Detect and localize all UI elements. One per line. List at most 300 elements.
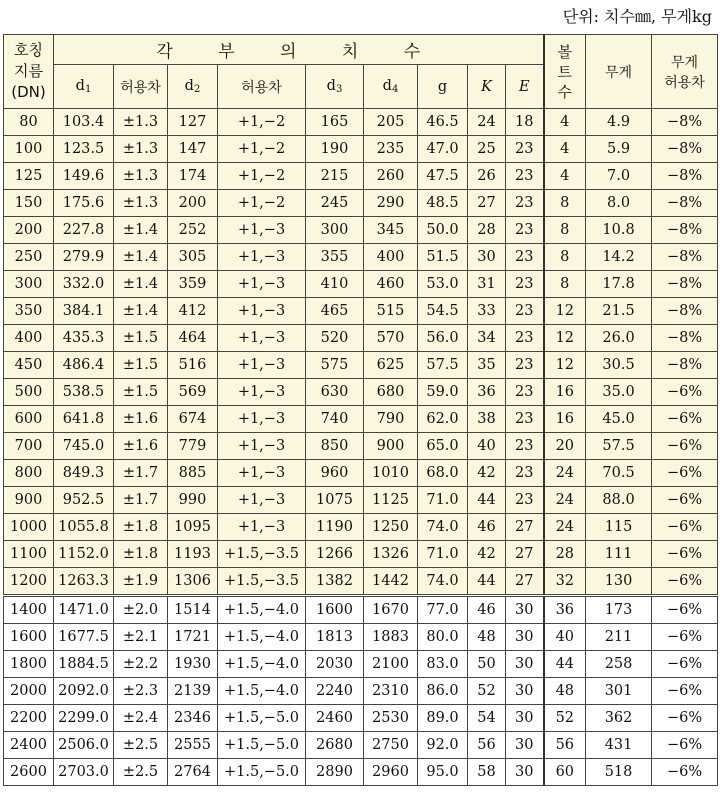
cell-tol1: ±2.0 <box>114 596 168 624</box>
cell-e: 30 <box>506 678 544 705</box>
cell-weight: 362 <box>586 705 652 732</box>
cell-tol2: +1.5,−4.0 <box>218 624 306 651</box>
cell-bolts: 4 <box>544 163 586 190</box>
table-row <box>4 109 718 136</box>
table-row <box>4 487 718 514</box>
header-weight-tolerance-line2: 허용차 <box>664 74 705 91</box>
cell-tol1: ±1.4 <box>114 271 168 298</box>
cell-tol2: +1,−2 <box>218 190 306 217</box>
cell-d2: 1193 <box>168 541 218 568</box>
cell-bolts: 40 <box>544 624 586 651</box>
cell-g: 56.0 <box>418 325 468 352</box>
cell-d4: 790 <box>364 406 418 433</box>
cell-tol1: ±1.5 <box>114 325 168 352</box>
cell-d3: 1075 <box>306 487 364 514</box>
cell-tol2: +1,−3 <box>218 487 306 514</box>
cell-weight-tol: −6% <box>652 568 718 596</box>
cell-tol1: ±1.6 <box>114 406 168 433</box>
cell-d3: 630 <box>306 379 364 406</box>
cell-d2: 516 <box>168 352 218 379</box>
cell-weight-tol: −8% <box>652 190 718 217</box>
cell-d4: 1326 <box>364 541 418 568</box>
cell-e: 23 <box>506 190 544 217</box>
cell-d4: 400 <box>364 244 418 271</box>
cell-d2: 1095 <box>168 514 218 541</box>
cell-d4: 625 <box>364 352 418 379</box>
cell-e: 30 <box>506 732 544 759</box>
header-d3: $d_3$ <box>306 65 364 109</box>
cell-e: 23 <box>506 217 544 244</box>
cell-bolts: 32 <box>544 568 586 596</box>
cell-d4: 570 <box>364 325 418 352</box>
cell-weight: 115 <box>586 514 652 541</box>
header-bolt-line1: 볼 <box>557 42 573 61</box>
cell-d1: 1677.5 <box>54 624 114 651</box>
cell-d3: 2680 <box>306 732 364 759</box>
cell-d2: 174 <box>168 163 218 190</box>
cell-dn: 700 <box>4 433 54 460</box>
cell-g: 77.0 <box>418 596 468 624</box>
cell-d2: 569 <box>168 379 218 406</box>
table-row <box>4 678 718 705</box>
cell-weight-tol: −6% <box>652 678 718 705</box>
cell-tol1: ±2.5 <box>114 732 168 759</box>
cell-d2: 990 <box>168 487 218 514</box>
cell-d3: 2460 <box>306 705 364 732</box>
cell-g: 86.0 <box>418 678 468 705</box>
cell-d3: 2890 <box>306 759 364 786</box>
cell-weight: 518 <box>586 759 652 786</box>
cell-k: 36 <box>468 379 506 406</box>
header-tol1: 허용차 <box>114 65 168 109</box>
header-group-title: 각 부 의 치 수 <box>54 35 544 65</box>
cell-weight: 111 <box>586 541 652 568</box>
cell-d2: 885 <box>168 460 218 487</box>
cell-k: 54 <box>468 705 506 732</box>
header-dn-line1: 호칭 <box>14 41 43 59</box>
table-row <box>4 596 718 624</box>
cell-tol2: +1,−2 <box>218 163 306 190</box>
cell-d1: 486.4 <box>54 352 114 379</box>
cell-bolts: 8 <box>544 271 586 298</box>
cell-d3: 1266 <box>306 541 364 568</box>
cell-tol2: +1,−3 <box>218 217 306 244</box>
cell-tol1: ±1.9 <box>114 568 168 596</box>
cell-g: 62.0 <box>418 406 468 433</box>
cell-g: 47.5 <box>418 163 468 190</box>
cell-weight: 258 <box>586 651 652 678</box>
table-row <box>4 136 718 163</box>
cell-bolts: 48 <box>544 678 586 705</box>
cell-weight: 10.8 <box>586 217 652 244</box>
cell-bolts: 36 <box>544 596 586 624</box>
cell-e: 23 <box>506 163 544 190</box>
cell-weight-tol: −6% <box>652 379 718 406</box>
cell-weight-tol: −6% <box>652 514 718 541</box>
cell-e: 23 <box>506 271 544 298</box>
cell-tol2: +1.5,−5.0 <box>218 705 306 732</box>
cell-d4: 2960 <box>364 759 418 786</box>
cell-d2: 674 <box>168 406 218 433</box>
cell-tol2: +1.5,−3.5 <box>218 568 306 596</box>
cell-weight-tol: −8% <box>652 136 718 163</box>
cell-g: 54.5 <box>418 298 468 325</box>
header-bolt-line3: 수 <box>557 82 573 101</box>
cell-d2: 200 <box>168 190 218 217</box>
table-row <box>4 541 718 568</box>
cell-tol2: +1,−3 <box>218 406 306 433</box>
table-row <box>4 759 718 786</box>
cell-weight: 173 <box>586 596 652 624</box>
cell-tol2: +1,−3 <box>218 379 306 406</box>
cell-e: 23 <box>506 298 544 325</box>
cell-d1: 435.3 <box>54 325 114 352</box>
cell-d1: 952.5 <box>54 487 114 514</box>
cell-tol2: +1.5,−4.0 <box>218 596 306 624</box>
cell-weight: 301 <box>586 678 652 705</box>
cell-k: 58 <box>468 759 506 786</box>
cell-k: 34 <box>468 325 506 352</box>
header-k: K <box>468 65 506 109</box>
cell-k: 46 <box>468 596 506 624</box>
header-g: g <box>418 65 468 109</box>
cell-tol1: ±1.5 <box>114 352 168 379</box>
cell-weight: 4.9 <box>586 109 652 136</box>
cell-weight-tol: −8% <box>652 271 718 298</box>
header-dn-line2: 지름 <box>14 62 43 80</box>
cell-dn: 1400 <box>4 596 54 624</box>
cell-g: 65.0 <box>418 433 468 460</box>
cell-tol2: +1,−3 <box>218 298 306 325</box>
cell-k: 44 <box>468 487 506 514</box>
cell-g: 57.5 <box>418 352 468 379</box>
cell-d3: 1813 <box>306 624 364 651</box>
cell-k: 27 <box>468 190 506 217</box>
cell-g: 59.0 <box>418 379 468 406</box>
cell-d4: 2100 <box>364 651 418 678</box>
cell-d4: 1442 <box>364 568 418 596</box>
table-row <box>4 568 718 596</box>
cell-g: 83.0 <box>418 651 468 678</box>
cell-weight: 14.2 <box>586 244 652 271</box>
cell-bolts: 24 <box>544 487 586 514</box>
cell-weight: 21.5 <box>586 298 652 325</box>
cell-tol2: +1,−3 <box>218 271 306 298</box>
cell-weight: 211 <box>586 624 652 651</box>
cell-d4: 1250 <box>364 514 418 541</box>
cell-d2: 2139 <box>168 678 218 705</box>
cell-d1: 641.8 <box>54 406 114 433</box>
cell-d4: 900 <box>364 433 418 460</box>
cell-d3: 2240 <box>306 678 364 705</box>
cell-d3: 245 <box>306 190 364 217</box>
table-row <box>4 732 718 759</box>
cell-tol1: ±1.7 <box>114 487 168 514</box>
cell-tol1: ±1.8 <box>114 514 168 541</box>
cell-d4: 460 <box>364 271 418 298</box>
cell-weight: 5.9 <box>586 136 652 163</box>
cell-weight: 35.0 <box>586 379 652 406</box>
cell-e: 23 <box>506 136 544 163</box>
cell-g: 71.0 <box>418 487 468 514</box>
cell-d1: 1471.0 <box>54 596 114 624</box>
cell-weight: 26.0 <box>586 325 652 352</box>
cell-tol1: ±2.2 <box>114 651 168 678</box>
cell-tol2: +1.5,−5.0 <box>218 759 306 786</box>
cell-d2: 2764 <box>168 759 218 786</box>
cell-tol2: +1,−3 <box>218 514 306 541</box>
cell-dn: 1100 <box>4 541 54 568</box>
cell-dn: 2000 <box>4 678 54 705</box>
cell-bolts: 4 <box>544 136 586 163</box>
cell-weight-tol: −6% <box>652 759 718 786</box>
cell-dn: 900 <box>4 487 54 514</box>
cell-d1: 745.0 <box>54 433 114 460</box>
table-row <box>4 244 718 271</box>
cell-e: 18 <box>506 109 544 136</box>
cell-tol2: +1,−3 <box>218 244 306 271</box>
cell-d3: 190 <box>306 136 364 163</box>
cell-tol1: ±1.3 <box>114 109 168 136</box>
cell-d2: 252 <box>168 217 218 244</box>
cell-tol2: +1.5,−4.0 <box>218 651 306 678</box>
table-row <box>4 460 718 487</box>
cell-g: 74.0 <box>418 514 468 541</box>
cell-k: 38 <box>468 406 506 433</box>
cell-g: 71.0 <box>418 541 468 568</box>
cell-tol1: ±1.3 <box>114 163 168 190</box>
cell-dn: 125 <box>4 163 54 190</box>
cell-d4: 680 <box>364 379 418 406</box>
cell-tol2: +1,−2 <box>218 136 306 163</box>
cell-d3: 300 <box>306 217 364 244</box>
cell-e: 23 <box>506 460 544 487</box>
cell-weight-tol: −8% <box>652 163 718 190</box>
cell-d4: 2310 <box>364 678 418 705</box>
cell-dn: 350 <box>4 298 54 325</box>
cell-d2: 412 <box>168 298 218 325</box>
cell-dn: 1000 <box>4 514 54 541</box>
cell-weight-tol: −6% <box>652 624 718 651</box>
cell-bolts: 16 <box>544 406 586 433</box>
cell-e: 23 <box>506 325 544 352</box>
cell-e: 30 <box>506 651 544 678</box>
cell-k: 31 <box>468 271 506 298</box>
cell-bolts: 8 <box>544 217 586 244</box>
cell-tol1: ±1.3 <box>114 136 168 163</box>
cell-bolts: 16 <box>544 379 586 406</box>
cell-d4: 1883 <box>364 624 418 651</box>
cell-g: 95.0 <box>418 759 468 786</box>
table-row <box>4 379 718 406</box>
cell-tol1: ±1.5 <box>114 379 168 406</box>
cell-e: 30 <box>506 705 544 732</box>
table-row <box>4 298 718 325</box>
cell-d1: 227.8 <box>54 217 114 244</box>
cell-e: 30 <box>506 759 544 786</box>
cell-e: 23 <box>506 487 544 514</box>
cell-d3: 2030 <box>306 651 364 678</box>
cell-tol2: +1.5,−5.0 <box>218 732 306 759</box>
cell-weight-tol: −6% <box>652 705 718 732</box>
cell-dn: 300 <box>4 271 54 298</box>
cell-d2: 1721 <box>168 624 218 651</box>
cell-dn: 500 <box>4 379 54 406</box>
cell-weight: 8.0 <box>586 190 652 217</box>
cell-g: 48.5 <box>418 190 468 217</box>
cell-bolts: 56 <box>544 732 586 759</box>
flange-dimension-table <box>3 34 718 786</box>
cell-dn: 2600 <box>4 759 54 786</box>
cell-g: 92.0 <box>418 732 468 759</box>
cell-bolts: 8 <box>544 190 586 217</box>
cell-bolts: 24 <box>544 460 586 487</box>
cell-d2: 2346 <box>168 705 218 732</box>
header-bolt-line2: 트 <box>557 62 573 81</box>
table-row <box>4 352 718 379</box>
cell-d1: 279.9 <box>54 244 114 271</box>
cell-g: 89.0 <box>418 705 468 732</box>
cell-tol1: ±2.3 <box>114 678 168 705</box>
cell-bolts: 52 <box>544 705 586 732</box>
cell-bolts: 44 <box>544 651 586 678</box>
header-bolt-count <box>544 35 586 109</box>
cell-k: 30 <box>468 244 506 271</box>
cell-dn: 200 <box>4 217 54 244</box>
cell-tol2: +1,−3 <box>218 433 306 460</box>
cell-dn: 1200 <box>4 568 54 596</box>
cell-d1: 1055.8 <box>54 514 114 541</box>
cell-bolts: 12 <box>544 325 586 352</box>
cell-tol1: ±1.4 <box>114 244 168 271</box>
cell-k: 33 <box>468 298 506 325</box>
cell-d3: 1382 <box>306 568 364 596</box>
cell-g: 74.0 <box>418 568 468 596</box>
cell-d2: 147 <box>168 136 218 163</box>
cell-dn: 80 <box>4 109 54 136</box>
header-d2: $d_2$ <box>168 65 218 109</box>
cell-weight-tol: −6% <box>652 596 718 624</box>
cell-k: 52 <box>468 678 506 705</box>
table-row <box>4 705 718 732</box>
cell-e: 23 <box>506 433 544 460</box>
header-e: E <box>506 65 544 109</box>
cell-bolts: 8 <box>544 244 586 271</box>
cell-e: 23 <box>506 379 544 406</box>
cell-k: 46 <box>468 514 506 541</box>
cell-weight: 17.8 <box>586 271 652 298</box>
cell-d3: 740 <box>306 406 364 433</box>
cell-d1: 1884.5 <box>54 651 114 678</box>
cell-weight-tol: −6% <box>652 541 718 568</box>
cell-tol1: ±1.8 <box>114 541 168 568</box>
cell-d2: 464 <box>168 325 218 352</box>
cell-d4: 345 <box>364 217 418 244</box>
cell-d4: 205 <box>364 109 418 136</box>
cell-tol1: ±2.1 <box>114 624 168 651</box>
cell-d2: 305 <box>168 244 218 271</box>
cell-weight-tol: −6% <box>652 460 718 487</box>
header-dn-line3: (DN) <box>11 83 46 101</box>
cell-e: 27 <box>506 541 544 568</box>
cell-d1: 2092.0 <box>54 678 114 705</box>
cell-d4: 515 <box>364 298 418 325</box>
cell-e: 23 <box>506 406 544 433</box>
cell-tol2: +1.5,−4.0 <box>218 678 306 705</box>
cell-weight: 7.0 <box>586 163 652 190</box>
header-weight-tolerance <box>652 35 718 109</box>
table-row <box>4 433 718 460</box>
cell-d4: 2530 <box>364 705 418 732</box>
table-row <box>4 406 718 433</box>
cell-dn: 600 <box>4 406 54 433</box>
cell-d2: 359 <box>168 271 218 298</box>
cell-weight: 88.0 <box>586 487 652 514</box>
cell-d4: 1010 <box>364 460 418 487</box>
cell-bolts: 24 <box>544 514 586 541</box>
cell-weight: 30.5 <box>586 352 652 379</box>
table-row <box>4 651 718 678</box>
cell-dn: 250 <box>4 244 54 271</box>
cell-d3: 1600 <box>306 596 364 624</box>
cell-d3: 410 <box>306 271 364 298</box>
cell-d1: 384.1 <box>54 298 114 325</box>
cell-bolts: 60 <box>544 759 586 786</box>
table-row <box>4 271 718 298</box>
cell-weight-tol: −6% <box>652 433 718 460</box>
header-d4: $d_4$ <box>364 65 418 109</box>
cell-g: 47.0 <box>418 136 468 163</box>
unit-label: 단위: 치수㎜, 무게kg <box>562 7 712 26</box>
cell-weight-tol: −6% <box>652 406 718 433</box>
cell-d1: 849.3 <box>54 460 114 487</box>
cell-d1: 123.5 <box>54 136 114 163</box>
cell-weight-tol: −8% <box>652 298 718 325</box>
cell-dn: 100 <box>4 136 54 163</box>
cell-weight-tol: −8% <box>652 325 718 352</box>
cell-bolts: 20 <box>544 433 586 460</box>
cell-d4: 260 <box>364 163 418 190</box>
cell-tol2: +1.5,−3.5 <box>218 541 306 568</box>
cell-d3: 960 <box>306 460 364 487</box>
cell-d4: 290 <box>364 190 418 217</box>
cell-tol1: ±1.3 <box>114 190 168 217</box>
cell-d2: 2555 <box>168 732 218 759</box>
cell-d1: 2703.0 <box>54 759 114 786</box>
cell-dn: 400 <box>4 325 54 352</box>
cell-d1: 175.6 <box>54 190 114 217</box>
cell-d1: 1152.0 <box>54 541 114 568</box>
cell-k: 48 <box>468 624 506 651</box>
cell-dn: 1600 <box>4 624 54 651</box>
cell-g: 51.5 <box>418 244 468 271</box>
cell-weight: 70.5 <box>586 460 652 487</box>
cell-k: 24 <box>468 109 506 136</box>
cell-k: 42 <box>468 541 506 568</box>
cell-e: 30 <box>506 596 544 624</box>
cell-d1: 332.0 <box>54 271 114 298</box>
cell-d4: 1125 <box>364 487 418 514</box>
cell-k: 44 <box>468 568 506 596</box>
cell-g: 46.5 <box>418 109 468 136</box>
cell-k: 25 <box>468 136 506 163</box>
header-dn <box>4 35 54 109</box>
table-body <box>4 109 718 786</box>
cell-d1: 2299.0 <box>54 705 114 732</box>
cell-d2: 1514 <box>168 596 218 624</box>
cell-tol2: +1,−3 <box>218 352 306 379</box>
cell-d3: 520 <box>306 325 364 352</box>
